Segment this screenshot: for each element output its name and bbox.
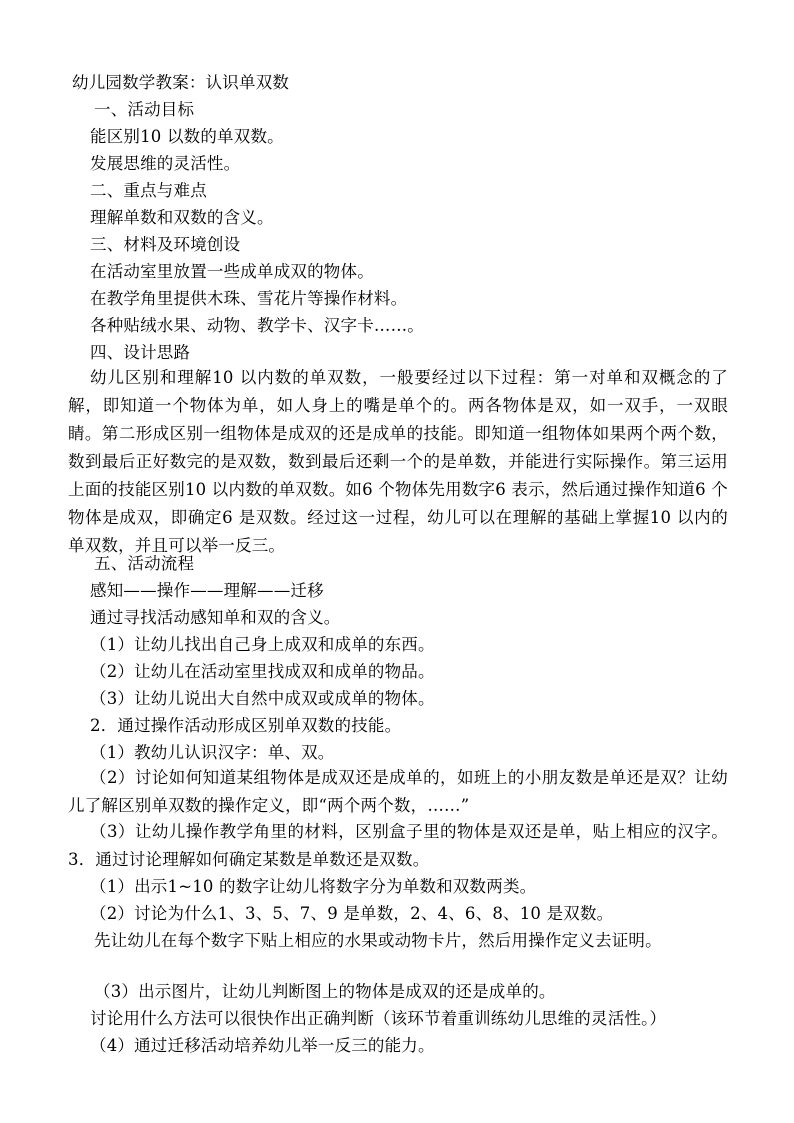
flow-step: （1）让幼儿找出自己身上成双和成单的东西。 (90, 635, 435, 654)
flow-step: （2）让幼儿在活动室里找成双和成单的物品。 (90, 662, 435, 681)
material-line: 在教学角里提供木珠、雪花片等操作材料。 (90, 289, 408, 308)
flow-step: （3）让幼儿说出大自然中成双或成单的物体。 (90, 689, 435, 708)
final-step: （4）通过迁移活动培养幼儿举一反三的能力。 (90, 1036, 435, 1055)
section-heading-key-points: 二、重点与难点 (90, 181, 207, 200)
material-line: 在活动室里放置一些成单成双的物体。 (90, 262, 374, 281)
operate-paragraph: （3）让幼儿操作教学角里的材料，区别盒子里的物体是双还是单，贴上相应的汉字。 3．通过讨论理解如何确定某数是单数还是双数。 (68, 822, 728, 869)
section-heading-goals: 一、活动目标 (94, 100, 195, 119)
flow-subheading: 2．通过操作活动形成区别单双数的技能。 (90, 716, 402, 735)
flow-step: （1）教幼儿认识汉字：单、双。 (90, 743, 335, 762)
key-point-line: 理解单数和双数的含义。 (90, 208, 274, 227)
goal-line: 能区别10 以数的单双数。 (90, 127, 284, 146)
final-step: 先让幼儿在每个数字下贴上相应的水果或动物卡片，然后用操作定义去证明。 (94, 931, 662, 950)
flow-line: 通过寻找活动感知单和双的含义。 (90, 608, 341, 627)
material-line: 各种贴绒水果、动物、教学卡、汉字卡……。 (90, 316, 424, 335)
final-step: （3）出示图片，让幼儿判断图上的物体是成双的还是成单的。 (94, 982, 556, 1001)
final-step: （2）讨论为什么1、3、5、7、9 是单数，2、4、6、8、10 是双数。 (90, 904, 614, 923)
goal-line: 发展思维的灵活性。 (90, 154, 241, 173)
section-heading-design: 四、设计思路 (90, 343, 191, 362)
final-step: 讨论用什么方法可以很快作出正确判断（该环节着重训练幼儿思维的灵活性。） (90, 1009, 667, 1028)
document-title: 幼儿园数学教案：认识单双数 (72, 73, 290, 92)
section-heading-flow: 五、活动流程 (94, 554, 195, 573)
flow-line: 感知——操作——理解——迁移 (90, 581, 324, 600)
discuss-paragraph: （2）讨论如何知道某组物体是成双还是成单的，如班上的小朋友数是单还是双？让幼儿了解区别单双数的操作定义，即“两个两个数，……” (68, 768, 728, 815)
design-paragraph: 幼儿区别和理解10 以内数的单双数，一般要经过以下过程：第一对单和双概念的了解，即知道一个物体为单，如人身上的嘴是单个的。两各物体是双，如一双手，一双眼睛。第二形成区别一组物体是成双的还是成单的技能。即知道一组物体如果两个两个数，数到最后正好数完的是双数，数到最后还剩一个的是单数，并能进行实际操作。第三运用上面的技能区别10 以内数的单双数。如6 个物体先用数字6 表示，然后通过操作知道6 个物体是成双，即确定6 是双数。经过这一过程，幼儿可以在理解的基础上掌握10 以内的单双数，并且可以举一反三。 (68, 368, 728, 555)
final-step: （1）出示1~10 的数字让幼儿将数字分为单数和双数两类。 (90, 877, 537, 896)
section-heading-materials: 三、材料及环境创设 (90, 235, 241, 254)
